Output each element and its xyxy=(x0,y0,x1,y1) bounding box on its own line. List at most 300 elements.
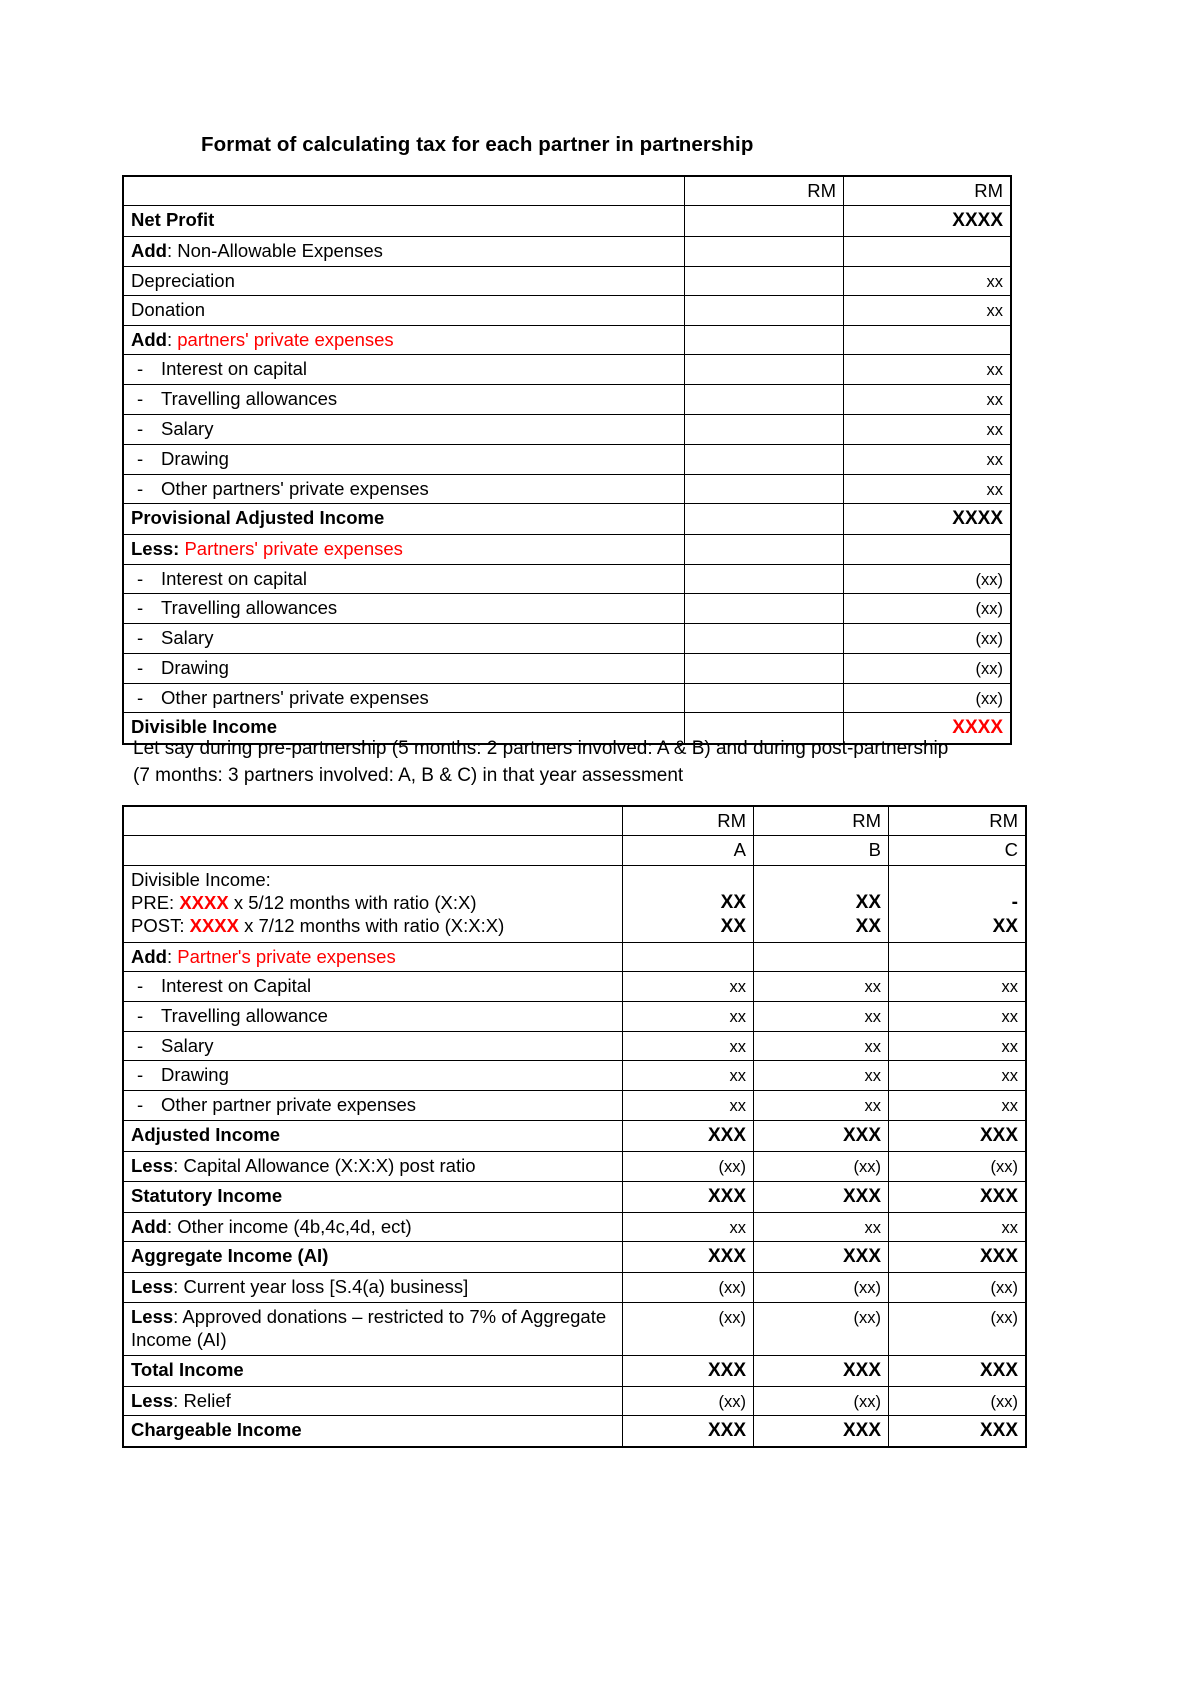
table1-row-label xyxy=(123,444,685,474)
divisible-income-row xyxy=(123,865,1026,942)
table1-cell-rm1 xyxy=(685,444,844,474)
label-keyword: Statutory Income xyxy=(131,1184,283,1206)
table2-cell-a xyxy=(623,1273,754,1303)
table-row xyxy=(123,1355,1026,1386)
table1-row-label xyxy=(123,414,685,444)
table1-row-label xyxy=(123,624,685,654)
item-text: Interest on capital xyxy=(161,567,308,589)
table2-cell-b xyxy=(754,1355,889,1386)
label-keyword: Net Profit xyxy=(131,209,215,231)
table-row xyxy=(123,326,1011,355)
label-text: : xyxy=(166,329,178,351)
table1-cell-rm2 xyxy=(844,444,1012,474)
table2-row-label xyxy=(123,942,623,971)
table2-cell-c xyxy=(889,1091,1027,1121)
table2-cell-b xyxy=(754,1416,889,1447)
table2-cell-c xyxy=(889,1386,1027,1416)
table1-row-label xyxy=(123,296,685,326)
item-text: Other partner private expenses xyxy=(161,1094,417,1116)
table-row xyxy=(123,355,1011,385)
table2-row-label xyxy=(123,1303,623,1356)
table1-cell-rm1 xyxy=(685,206,844,237)
table2-cell-a xyxy=(623,1181,754,1212)
dash-list-item xyxy=(131,974,645,997)
pre-partnership-formula xyxy=(131,891,615,914)
cell-value: xx xyxy=(729,1037,746,1056)
table2-header-currency xyxy=(123,806,1026,836)
cell-value: (xx) xyxy=(718,1279,746,1298)
table2-row-label xyxy=(123,1273,623,1303)
cell-value: (xx) xyxy=(975,570,1003,589)
table2-row-label xyxy=(123,1001,623,1031)
divisible-income-value-c xyxy=(889,865,1027,942)
cell-value: XXX xyxy=(979,1359,1018,1381)
spacer-line xyxy=(630,868,746,891)
table2-cell-b xyxy=(754,972,889,1002)
dash-list-item xyxy=(131,357,707,380)
table-row xyxy=(123,1091,1026,1121)
cell-value: xx xyxy=(1001,1037,1018,1056)
table2-cell-a xyxy=(623,1212,754,1242)
table2-cell-a xyxy=(623,1386,754,1416)
post-value-b: XX xyxy=(855,915,881,937)
post-value-c: XX xyxy=(992,915,1018,937)
bullet-dash-icon: - xyxy=(137,686,144,708)
table2-cell-c xyxy=(889,1001,1027,1031)
bullet-dash-icon: - xyxy=(137,417,144,439)
dash-list-item xyxy=(131,626,707,649)
item-text: Drawing xyxy=(161,1064,229,1086)
table2-header-partner-c: C xyxy=(889,836,1027,865)
table1-row-label xyxy=(123,594,685,624)
table2-cell-b xyxy=(754,1061,889,1091)
table2-cell-a xyxy=(623,1151,754,1181)
table1-header-rm-1: RM xyxy=(685,176,844,206)
table2-header-partner-blank xyxy=(123,836,623,865)
dash-list-item xyxy=(131,686,707,709)
post-amount: XXXX xyxy=(189,915,239,937)
cell-value: xx xyxy=(864,1218,881,1237)
table1-cell-rm2 xyxy=(844,385,1012,415)
divisible-income-title: Divisible Income: xyxy=(131,868,271,890)
table-row xyxy=(123,1181,1026,1212)
table2-cell-a xyxy=(623,1416,754,1447)
cell-value: XXXX xyxy=(952,210,1003,232)
table1-cell-rm1 xyxy=(685,535,844,564)
cell-value: xx xyxy=(729,1218,746,1237)
table2-cell-c xyxy=(889,1212,1027,1242)
cell-value: (xx) xyxy=(975,600,1003,619)
partnership-tax-format-table xyxy=(122,175,1012,745)
table2-header-currency-a: RM xyxy=(623,806,754,836)
cell-value: (xx) xyxy=(718,1309,746,1328)
table1-cell-rm1 xyxy=(685,683,844,713)
bullet-dash-icon: - xyxy=(137,447,144,469)
table2-cell-c xyxy=(889,1355,1027,1386)
table-row xyxy=(123,237,1011,266)
label-keyword: Less xyxy=(131,1276,174,1298)
item-text: Interest on Capital xyxy=(161,975,312,997)
dash-list-item xyxy=(131,1034,645,1057)
table1-row-label xyxy=(123,564,685,594)
table1-row-label xyxy=(123,355,685,385)
table2-row-label xyxy=(123,1386,623,1416)
dash-list-item xyxy=(131,1093,645,1116)
item-text: Travelling allowances xyxy=(161,388,338,410)
table2-row-label xyxy=(123,1120,623,1151)
cell-value: (xx) xyxy=(990,1392,1018,1411)
table2-cell-a xyxy=(623,942,754,971)
item-text: Salary xyxy=(161,417,214,439)
table1-cell-rm1 xyxy=(685,653,844,683)
table1-cell-rm1 xyxy=(685,624,844,654)
table1-header-row xyxy=(123,176,1011,206)
table-row xyxy=(123,1031,1026,1061)
table2-header-currency-blank xyxy=(123,806,623,836)
dash-list-item xyxy=(131,1063,645,1086)
table2-row-label xyxy=(123,1151,623,1181)
cell-value: xx xyxy=(1001,1007,1018,1026)
table2-cell-c xyxy=(889,972,1027,1002)
table1-row-label xyxy=(123,535,685,564)
table1-cell-rm2 xyxy=(844,504,1012,535)
table2-row-label xyxy=(123,1061,623,1091)
table-row xyxy=(123,414,1011,444)
table2-cell-c xyxy=(889,1120,1027,1151)
table1-cell-rm1 xyxy=(685,385,844,415)
label-keyword: Add xyxy=(131,1215,167,1237)
bullet-dash-icon: - xyxy=(137,1034,144,1056)
label-keyword: Provisional Adjusted Income xyxy=(131,507,385,529)
cell-value: xx xyxy=(986,450,1003,469)
table1-cell-rm2 xyxy=(844,653,1012,683)
table1-row-label xyxy=(123,653,685,683)
table2-cell-c xyxy=(889,1181,1027,1212)
cell-value: xx xyxy=(864,1097,881,1116)
table2-row-label xyxy=(123,1212,623,1242)
spacer-line xyxy=(896,868,1018,891)
cell-value: XXX xyxy=(707,1185,746,1207)
table1-row-label xyxy=(123,385,685,415)
table1-cell-rm2 xyxy=(844,266,1012,296)
table2-header-partner-b: B xyxy=(754,836,889,865)
table1-row-label xyxy=(123,206,685,237)
cell-value: (xx) xyxy=(990,1279,1018,1298)
table2-body xyxy=(123,806,1026,1447)
table2-cell-b xyxy=(754,1303,889,1356)
table2-row-label xyxy=(123,1242,623,1273)
page-title: Format of calculating tax for each partner in partnership xyxy=(201,133,754,156)
dash-list-item xyxy=(131,447,707,470)
bullet-dash-icon: - xyxy=(137,1004,144,1026)
table1-cell-rm1 xyxy=(685,355,844,385)
table2-cell-c xyxy=(889,942,1027,971)
table-row xyxy=(123,653,1011,683)
table2-cell-a xyxy=(623,1303,754,1356)
cell-value: XXX xyxy=(842,1124,881,1146)
pre-value-a: XX xyxy=(720,891,746,913)
dash-list-item xyxy=(131,567,707,590)
table-row xyxy=(123,1303,1026,1356)
table1-cell-rm2 xyxy=(844,564,1012,594)
cell-value: (xx) xyxy=(975,689,1003,708)
cell-value: xx xyxy=(864,1007,881,1026)
cell-value: (xx) xyxy=(990,1309,1018,1328)
dash-list-item xyxy=(131,417,707,440)
label-keyword: Chargeable Income xyxy=(131,1419,302,1441)
table1-cell-rm1 xyxy=(685,237,844,266)
table-row xyxy=(123,206,1011,237)
divisible-income-value-a xyxy=(623,865,754,942)
partner-allocation-table xyxy=(122,805,1027,1448)
label-text: : Capital Allowance (X:X:X) post ratio xyxy=(173,1154,476,1176)
table2-cell-b xyxy=(754,1031,889,1061)
table1-cell-rm1 xyxy=(685,414,844,444)
table1-cell-rm2 xyxy=(844,474,1012,504)
table2-header-partner xyxy=(123,836,1026,865)
bullet-dash-icon: - xyxy=(137,567,144,589)
item-text: Other partners' private expenses xyxy=(161,686,429,708)
divisible-income-value-b xyxy=(754,865,889,942)
cell-value: (xx) xyxy=(853,1279,881,1298)
pre-prefix: PRE: xyxy=(131,891,180,913)
table1-cell-rm2 xyxy=(844,296,1012,326)
cell-value: xx xyxy=(986,302,1003,321)
item-text: Salary xyxy=(161,1034,214,1056)
table2-cell-b xyxy=(754,1151,889,1181)
cell-value: xx xyxy=(1001,1067,1018,1086)
explanatory-paragraph: Let say during pre-partnership (5 months: 2 partners involved: A & B) and during post-partnership (7 months: 3 partners involved: A, B & C) in that year assessment xyxy=(133,738,949,786)
table-row xyxy=(123,1416,1026,1447)
table1-cell-rm1 xyxy=(685,504,844,535)
table1-cell-rm1 xyxy=(685,564,844,594)
label-text: Donation xyxy=(131,299,206,321)
table2-cell-b xyxy=(754,1001,889,1031)
table2-cell-c xyxy=(889,1061,1027,1091)
cell-value: xx xyxy=(729,1067,746,1086)
bullet-dash-icon: - xyxy=(137,597,144,619)
cell-value: xx xyxy=(1001,1097,1018,1116)
table-row xyxy=(123,504,1011,535)
item-text: Drawing xyxy=(161,447,229,469)
cell-value: xx xyxy=(986,361,1003,380)
table1-cell-rm1 xyxy=(685,296,844,326)
cell-value: xx xyxy=(1001,1218,1018,1237)
cell-value: xx xyxy=(986,391,1003,410)
cell-value: XXX xyxy=(979,1420,1018,1442)
cell-value: XXX xyxy=(707,1420,746,1442)
table2-cell-b xyxy=(754,1091,889,1121)
table1-cell-rm2 xyxy=(844,535,1012,564)
label-keyword: Total Income xyxy=(131,1358,244,1380)
table1-cell-rm2 xyxy=(844,237,1012,266)
label-text: : Current year loss [S.4(a) business] xyxy=(173,1276,469,1298)
table-row xyxy=(123,594,1011,624)
cell-value: (xx) xyxy=(853,1157,881,1176)
table1-header-rm-2: RM xyxy=(844,176,1012,206)
cell-value: XXX xyxy=(979,1246,1018,1268)
label-keyword: Add xyxy=(131,945,167,967)
table2-cell-b xyxy=(754,1386,889,1416)
pre-suffix: x 5/12 months with ratio (X:X) xyxy=(228,891,477,913)
cell-value: (xx) xyxy=(853,1309,881,1328)
cell-value: XXX xyxy=(707,1359,746,1381)
cell-value: xx xyxy=(1001,978,1018,997)
table1-cell-rm2 xyxy=(844,594,1012,624)
post-partnership-formula xyxy=(131,914,615,937)
table2-cell-a xyxy=(623,1355,754,1386)
table2-row-label xyxy=(123,1091,623,1121)
table-row xyxy=(123,1242,1026,1273)
cell-value: xx xyxy=(729,1007,746,1026)
table1-row-label xyxy=(123,504,685,535)
item-text: Travelling allowances xyxy=(161,597,338,619)
cell-value: XXX xyxy=(707,1246,746,1268)
table2-header-currency-b: RM xyxy=(754,806,889,836)
table1-cell-rm2 xyxy=(844,326,1012,355)
table1-cell-rm2 xyxy=(844,355,1012,385)
dash-list-item xyxy=(131,656,707,679)
table2-cell-c xyxy=(889,1151,1027,1181)
cell-value: XXX xyxy=(707,1124,746,1146)
dash-list-item xyxy=(131,477,707,500)
bullet-dash-icon: - xyxy=(137,477,144,499)
bullet-dash-icon: - xyxy=(137,1064,144,1086)
post-prefix: POST: xyxy=(131,915,190,937)
label-highlight-text: partners' private expenses xyxy=(177,329,394,351)
table-row xyxy=(123,1273,1026,1303)
table-row xyxy=(123,972,1026,1002)
dash-list-item xyxy=(131,1004,645,1027)
item-text: Drawing xyxy=(161,656,229,678)
cell-value: (xx) xyxy=(718,1157,746,1176)
cell-value: xx xyxy=(986,420,1003,439)
table-row xyxy=(123,385,1011,415)
item-text: Salary xyxy=(161,627,214,649)
label-text: : Non-Allowable Expenses xyxy=(166,240,383,262)
cell-value: XXX xyxy=(842,1185,881,1207)
label-keyword: Aggregate Income (AI) xyxy=(131,1245,329,1267)
table2-cell-a xyxy=(623,1242,754,1273)
dash-list-item xyxy=(131,596,707,619)
label-keyword: Adjusted Income xyxy=(131,1123,281,1145)
table1-cell-rm1 xyxy=(685,594,844,624)
label-text: Depreciation xyxy=(131,269,235,291)
post-value-a: XX xyxy=(720,915,746,937)
cell-value: xx xyxy=(729,1097,746,1116)
table-row xyxy=(123,1001,1026,1031)
table-row xyxy=(123,1151,1026,1181)
table1-cell-rm1 xyxy=(685,266,844,296)
bullet-dash-icon: - xyxy=(137,388,144,410)
cell-value: xx xyxy=(864,978,881,997)
table1-cell-rm2 xyxy=(844,206,1012,237)
label-text: : Other income (4b,4c,4d, ect) xyxy=(166,1215,412,1237)
divisible-income-label xyxy=(123,865,623,942)
table2-cell-c xyxy=(889,1242,1027,1273)
table-row xyxy=(123,266,1011,296)
table2-row-label xyxy=(123,1031,623,1061)
post-suffix: x 7/12 months with ratio (X:X:X) xyxy=(238,915,505,937)
table2-cell-c xyxy=(889,1303,1027,1356)
cell-value: XXXX xyxy=(952,717,1003,739)
cell-value: xx xyxy=(986,272,1003,291)
bullet-dash-icon: - xyxy=(137,975,144,997)
table2-cell-b xyxy=(754,1212,889,1242)
cell-value: (xx) xyxy=(853,1392,881,1411)
table2-cell-c xyxy=(889,1031,1027,1061)
label-highlight-text: Partner's private expenses xyxy=(177,945,396,967)
label-text: : Approved donations – restricted to 7% of Aggregate Income (AI) xyxy=(131,1306,607,1351)
table-row xyxy=(123,1386,1026,1416)
table2-row-label xyxy=(123,1355,623,1386)
cell-value: (xx) xyxy=(975,659,1003,678)
table2-cell-b xyxy=(754,942,889,971)
cell-value: XXX xyxy=(979,1124,1018,1146)
table2-cell-b xyxy=(754,1181,889,1212)
table-row xyxy=(123,296,1011,326)
table2-row-label xyxy=(123,1416,623,1447)
cell-value: xx xyxy=(729,978,746,997)
cell-value: (xx) xyxy=(718,1392,746,1411)
table-row xyxy=(123,1212,1026,1242)
cell-value: (xx) xyxy=(990,1157,1018,1176)
table1-cell-rm2 xyxy=(844,414,1012,444)
table-row xyxy=(123,535,1011,564)
table1-row-label xyxy=(123,237,685,266)
table-row xyxy=(123,1120,1026,1151)
table2-row-label xyxy=(123,972,623,1002)
spacer-line xyxy=(761,868,881,891)
table1-cell-rm1 xyxy=(685,474,844,504)
table-row xyxy=(123,683,1011,713)
pre-value-b: XX xyxy=(855,891,881,913)
table-row xyxy=(123,1061,1026,1091)
table2-header-currency-c: RM xyxy=(889,806,1027,836)
cell-value: XXX xyxy=(979,1185,1018,1207)
label-highlight-text: Partners' private expenses xyxy=(184,538,403,560)
table1-cell-rm2 xyxy=(844,624,1012,654)
dash-list-item xyxy=(131,387,707,410)
label-text: : xyxy=(166,945,178,967)
pre-amount: XXXX xyxy=(179,891,229,913)
table2-cell-b xyxy=(754,1120,889,1151)
cell-value: XXX xyxy=(842,1246,881,1268)
item-text: Interest on capital xyxy=(161,358,308,380)
table1-body xyxy=(123,176,1011,744)
label-keyword: Less xyxy=(131,1306,174,1328)
table2-cell-a xyxy=(623,1120,754,1151)
table2-row-label xyxy=(123,1181,623,1212)
item-text: Travelling allowance xyxy=(161,1004,328,1026)
item-text: Other partners' private expenses xyxy=(161,477,429,499)
label-keyword: Add xyxy=(131,329,167,351)
table-row xyxy=(123,942,1026,971)
table-row xyxy=(123,444,1011,474)
table1-cell-rm1 xyxy=(685,326,844,355)
label-keyword: Add xyxy=(131,240,167,262)
bullet-dash-icon: - xyxy=(137,1094,144,1116)
label-keyword: Less: xyxy=(131,538,180,560)
cell-value: XXXX xyxy=(952,508,1003,530)
table1-row-label xyxy=(123,326,685,355)
label-keyword: Less xyxy=(131,1389,174,1411)
cell-value: xx xyxy=(864,1037,881,1056)
cell-value: XXX xyxy=(842,1359,881,1381)
table2-cell-c xyxy=(889,1416,1027,1447)
cell-value: xx xyxy=(986,480,1003,499)
bullet-dash-icon: - xyxy=(137,656,144,678)
